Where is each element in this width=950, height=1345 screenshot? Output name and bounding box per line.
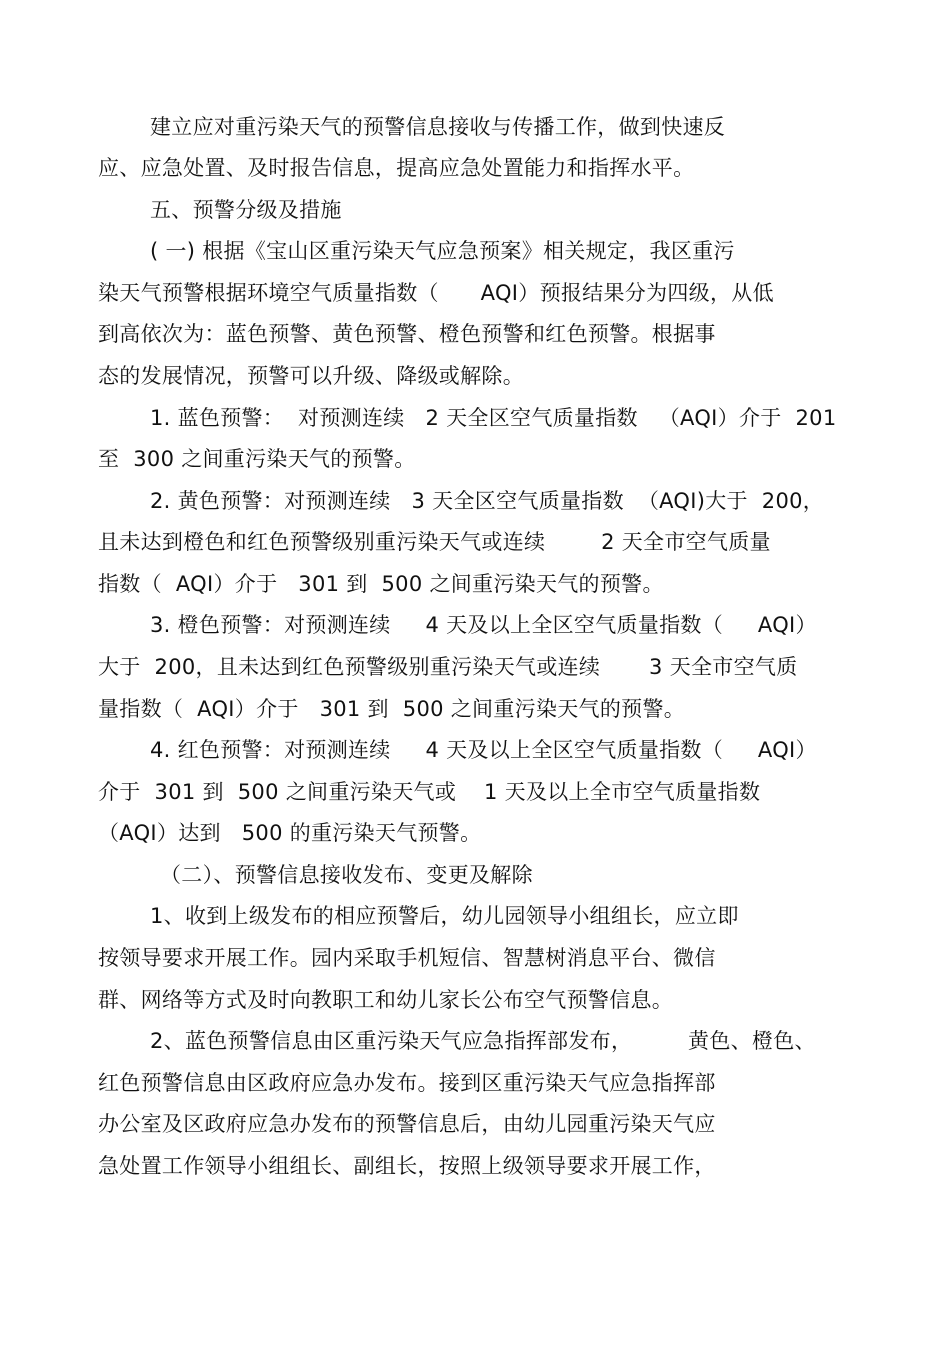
paragraph-line: 2、蓝色预警信息由区重污染天气应急指挥部发布， 黄色、橙色、: [150, 1029, 816, 1053]
paragraph-line: 4. 红色预警：对预测连续 4 天及以上全区空气质量指数（ AQI）: [150, 738, 817, 762]
paragraph-line: 群、网络等方式及时向教职工和幼儿家长公布空气预警信息。: [98, 988, 674, 1012]
paragraph-line: 1. 蓝色预警： 对预测连续 2 天全区空气质量指数 （AQI）介于 201: [150, 406, 837, 430]
paragraph-line: 指数（ AQI）介于 301 到 500 之间重污染天气的预警。: [98, 572, 664, 596]
paragraph-line: 且未达到橙色和红色预警级别重污染天气或连续 2 天全市空气质量: [98, 530, 771, 554]
paragraph-line: 建立应对重污染天气的预警信息接收与传播工作，做到快速反: [150, 115, 726, 139]
paragraph-line: 大于 200，且未达到红色预警级别重污染天气或连续 3 天全市空气质: [98, 655, 798, 679]
paragraph-line: 1、收到上级发布的相应预警后，幼儿园领导小组组长，应立即: [150, 904, 739, 928]
paragraph-line: 按领导要求开展工作。园内采取手机短信、智慧树消息平台、微信: [98, 946, 716, 970]
paragraph-line: 介于 301 到 500 之间重污染天气或 1 天及以上全市空气质量指数: [98, 780, 761, 804]
paragraph-line: 办公室及区政府应急办发布的预警信息后，由幼儿园重污染天气应: [98, 1112, 716, 1136]
paragraph-line: ( 一) 根据《宝山区重污染天气应急预案》相关规定，我区重污: [150, 239, 735, 263]
paragraph-line: 3. 橙色预警：对预测连续 4 天及以上全区空气质量指数（ AQI）: [150, 613, 817, 637]
paragraph-line: 态的发展情况，预警可以升级、降级或解除。: [98, 364, 524, 388]
paragraph-line: 2. 黄色预警：对预测连续 3 天全区空气质量指数 （AQI)大于 200，: [150, 489, 825, 513]
paragraph-line: 应、应急处置、及时报告信息，提高应急处置能力和指挥水平。: [98, 156, 695, 180]
paragraph-line: 到高依次为：蓝色预警、黄色预警、橙色预警和红色预警。根据事: [98, 322, 716, 346]
paragraph-line: 至 300 之间重污染天气的预警。: [98, 447, 416, 471]
section-heading: （二）、预警信息接收发布、变更及解除: [160, 863, 533, 887]
paragraph-line: （AQI）达到 500 的重污染天气预警。: [98, 821, 482, 845]
paragraph-line: 红色预警信息由区政府应急办发布。接到区重污染天气应急指挥部: [98, 1071, 716, 1095]
paragraph-line: 染天气预警根据环境空气质量指数（ AQI）预报结果分为四级，从低: [98, 281, 774, 305]
paragraph-line: 急处置工作领导小组组长、副组长，按照上级领导要求开展工作，: [98, 1154, 716, 1178]
paragraph-line: 量指数（ AQI）介于 301 到 500 之间重污染天气的预警。: [98, 697, 686, 721]
section-heading: 五、预警分级及措施: [150, 198, 342, 222]
